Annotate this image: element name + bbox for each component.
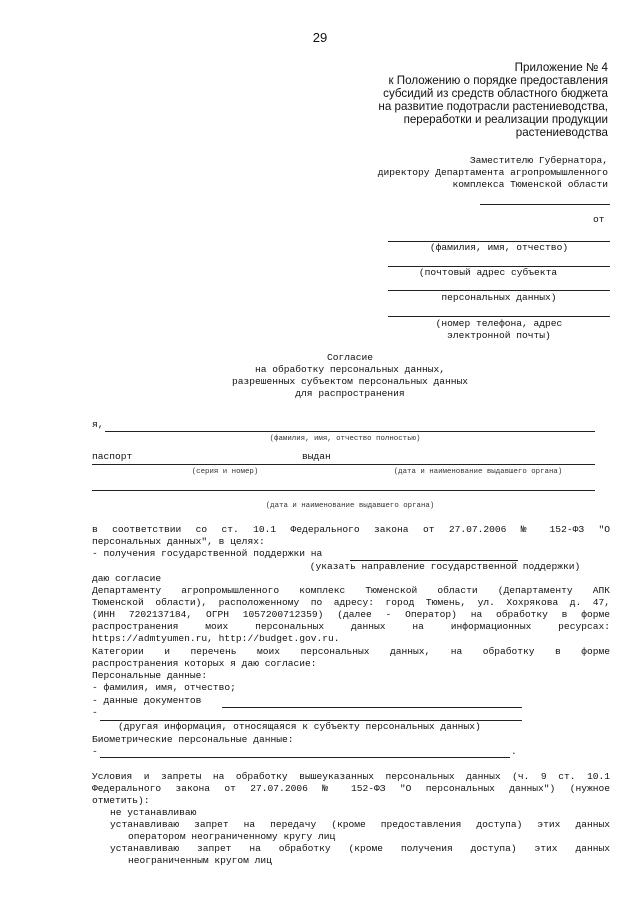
date-caption: (дата и наименование выдавшего органа) xyxy=(265,502,435,510)
pd-item-docs: - данные документов xyxy=(92,695,202,706)
phone-caption-2: электронной почты) xyxy=(447,330,551,341)
purpose-text: - получения государственной поддержки на xyxy=(92,548,323,559)
p2-line: Тюменской области), расположенному по адресу: город Тюмень, ул. Хохрякова д. 47, xyxy=(92,597,610,608)
p3-line: Категории и перечень моих персональных данных, на обработку в форме xyxy=(92,646,610,657)
pd-item-fio: - фамилия, имя, отчество; xyxy=(92,682,236,693)
addressee-block xyxy=(288,155,608,191)
address-caption-2: персональных данных) xyxy=(441,292,557,303)
addressee-underline xyxy=(480,204,610,205)
option-ban-transfer-cont: оператором неограниченному кругу лиц xyxy=(128,831,336,842)
conditions-line: отметить): xyxy=(92,795,150,806)
series-caption: (серия и номер) xyxy=(191,468,259,476)
purpose-caption: (указать направление государственной поддержки) xyxy=(309,561,581,572)
addressee-line: директору Департамента агропромышленного xyxy=(377,167,608,178)
p2-line: распространения моих персональных данных на информационных ресурсах: xyxy=(92,621,610,632)
option-no-restrictions[interactable]: не устанавливаю xyxy=(110,807,197,818)
fio-full-caption: (фамилия, имя, отчество полностью) xyxy=(269,435,421,443)
conditions-block xyxy=(92,771,610,807)
body-p2 xyxy=(92,585,610,645)
title-line: на обработку персональных данных, xyxy=(255,364,445,375)
title-line: для распространения xyxy=(295,388,405,399)
bio-end: . xyxy=(511,746,517,757)
p1-line: в соответствии со ст. 10.1 Федерального закона от 27.07.2006 № 152-ФЗ "О xyxy=(92,524,610,535)
p1-line: персональных данных", в целях: xyxy=(92,536,265,547)
option-ban-transfer[interactable]: устанавливаю запрет на передачу (кроме предоставления доступа) этих данных xyxy=(110,819,610,830)
passport-line[interactable] xyxy=(92,464,595,465)
page-number: 29 xyxy=(312,30,328,45)
annex-line: переработки и реализации продукции xyxy=(403,113,608,126)
phone-caption-1: (номер телефона, адрес xyxy=(435,318,563,329)
option-ban-processing-cont: неограниченным кругом лиц xyxy=(128,855,272,866)
conditions-line: Условия и запреты на обработку вышеуказанных персональных данных (ч. 9 ст. 10.1 xyxy=(92,771,610,782)
annex-line: на развитие подотрасли растениеводства, xyxy=(378,100,608,113)
body-p1 xyxy=(92,524,610,548)
annex-line: растениеводства xyxy=(515,126,608,139)
issuer-caption: (дата и наименование выдавшего органа) xyxy=(393,468,563,476)
consent-text: даю согласие xyxy=(92,573,162,584)
title-line: разрешенных субъектом персональных данных xyxy=(231,376,469,387)
p3-line: распространения которых я даю согласие: xyxy=(92,658,317,669)
annex-line: к Положению о порядке предоставления xyxy=(388,74,608,87)
issued-label: выдан xyxy=(302,451,331,462)
ya-label: я, xyxy=(92,419,104,430)
p2-line: (ИНН 7202137184, ОГРН 1057200712359) (далее - Оператор) на обработку в форме xyxy=(92,609,610,620)
title-line: Согласие xyxy=(326,352,374,363)
issuer-line[interactable] xyxy=(92,490,595,491)
conditions-line: Федерального закона от 27.07.2006 № 152-ФЗ "О персональных данных") (нужное xyxy=(92,783,610,794)
addressee-line: Заместителю Губернатора, xyxy=(469,155,608,166)
fio-full-line[interactable] xyxy=(105,431,595,432)
pd-label: Персональные данные: xyxy=(92,670,208,681)
fio-caption: (фамилия, имя, отчество) xyxy=(429,242,569,253)
annex-line: Приложение № 4 xyxy=(514,61,608,74)
from-label: от xyxy=(593,214,605,225)
bio-label: Биометрические персональные данные: xyxy=(92,734,294,745)
addressee-line: комплекса Тюменской области xyxy=(452,179,608,190)
bio-line[interactable] xyxy=(100,757,510,758)
p2-line: https://admtyumen.ru, http://budget.gov.ru. xyxy=(92,633,340,644)
pd-other-caption: (другая информация, относящаяся к субъекту персональных данных) xyxy=(118,721,481,732)
consent-title xyxy=(150,352,550,400)
annex-block xyxy=(308,61,608,139)
pd-item-other: - xyxy=(92,707,98,718)
passport-label: паспорт xyxy=(92,451,133,462)
phone-line[interactable] xyxy=(388,316,610,317)
body-p3 xyxy=(92,646,610,670)
p2-line: Департаменту агропромышленного комплекс Тюменской области (Департаменту АПК xyxy=(92,585,610,596)
option-ban-processing[interactable]: устанавливаю запрет на обработку (кроме получения доступа) этих данных xyxy=(110,843,610,854)
pd-docs-line[interactable] xyxy=(222,707,522,708)
annex-line: субсидий из средств областного бюджета xyxy=(383,87,608,100)
bio-item: - xyxy=(92,746,98,757)
address-line-2[interactable] xyxy=(388,290,610,291)
address-caption-1: (почтовый адрес субъекта xyxy=(418,267,558,278)
